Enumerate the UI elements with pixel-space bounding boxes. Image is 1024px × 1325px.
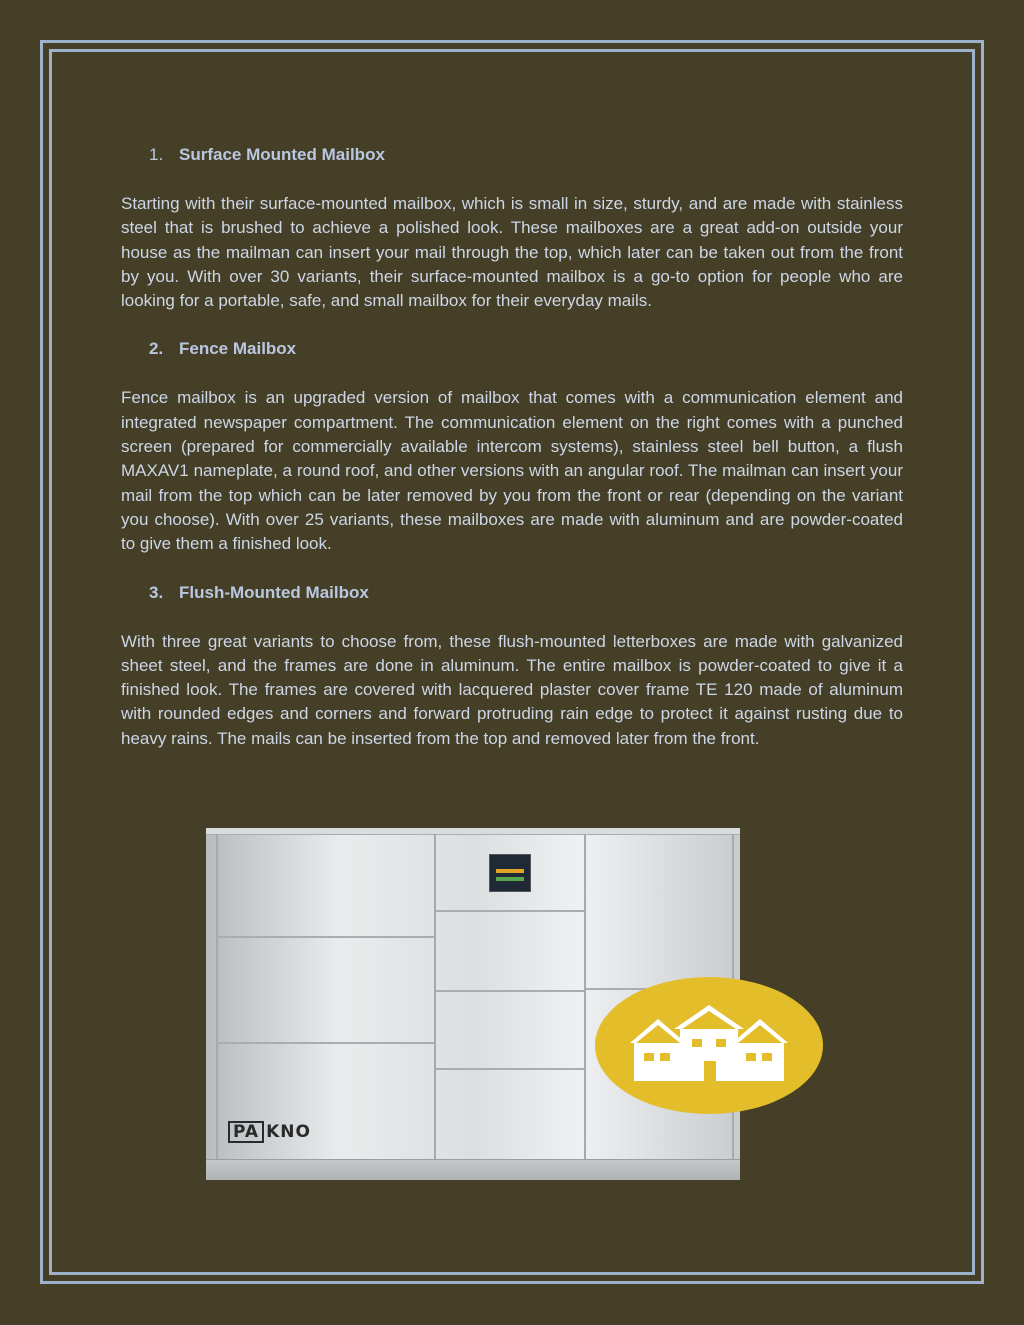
logo-boxed-text: PA [228,1121,264,1143]
section-number: 3. [149,582,164,602]
section-heading-2 [151,337,903,361]
mailbox-column-divider [434,834,436,1160]
mailbox-display-screen [489,854,531,892]
section-body-3: With three great variants to choose from, these flush-mounted letterboxes are made with galvanized sheet steel, and the frames are done in aluminum. The entire mailbox is powder-coated to give it a finished look. The frames are covered with lacquered plaster cover frame TE 120 made of aluminum with rounded edges and corners and forward protruding rain edge to protect it against rusting due to heavy rains. The mails can be inserted from the top and removed later from the front. [121,631,903,748]
pakno-logo [228,1120,311,1144]
mailbox-door-divider [216,1042,434,1044]
house-badge [595,977,823,1114]
section-title: Fence Mailbox [179,339,297,359]
section-title: Flush-Mounted Mailbox [179,582,369,602]
section-heading-1 [151,143,903,167]
screen-bar [496,877,524,881]
house-icon [630,1005,788,1085]
article-content [121,143,903,775]
mailbox-top-edge [206,828,740,835]
section-body-2: Fence mailbox is an upgraded version of mailbox that comes with a communication element and integrated newspaper compartment. The communication element on the right comes with a punched screen (prepared for commercially available intercom systems), stainless steel bell button, a flush MAXAV1 nameplate, a round roof, and other versions with an angular roof. The mailman can insert your mail from the top which can be later removed by you from the front or rear (depending on the variant you choose). With over 25 variants, these mailboxes are made with aluminum and are powder-coated to give them a finished look. [121,388,903,554]
section-number: 2. [149,339,164,359]
mailbox-edge-line [216,834,218,1160]
section-body-1: Starting with their surface-mounted mailbox, which is small in size, sturdy, and are made with stainless steel that is brushed to achieve a polished look. These mailboxes are a great add-on outside your house as the mailman can insert your mail through the top, which later can be taken out from the front by you. With over 30 variants, their surface-mounted mailbox is a go-to option for people who are looking for a portable, safe, and small mailbox for their everyday mails. [121,194,903,311]
section-heading-3 [151,581,903,605]
mailbox-door-divider [436,990,584,992]
logo-text: KNO [266,1122,311,1142]
mailbox-base [206,1159,740,1180]
screen-bar [496,869,524,873]
mailbox-door-divider [436,910,584,912]
section-number: 1. [149,145,164,164]
mailbox-door-divider [216,936,434,938]
mailbox-door-divider [436,1068,584,1070]
section-title: Surface Mounted Mailbox [179,145,385,164]
mailbox-column-divider [584,834,586,1160]
